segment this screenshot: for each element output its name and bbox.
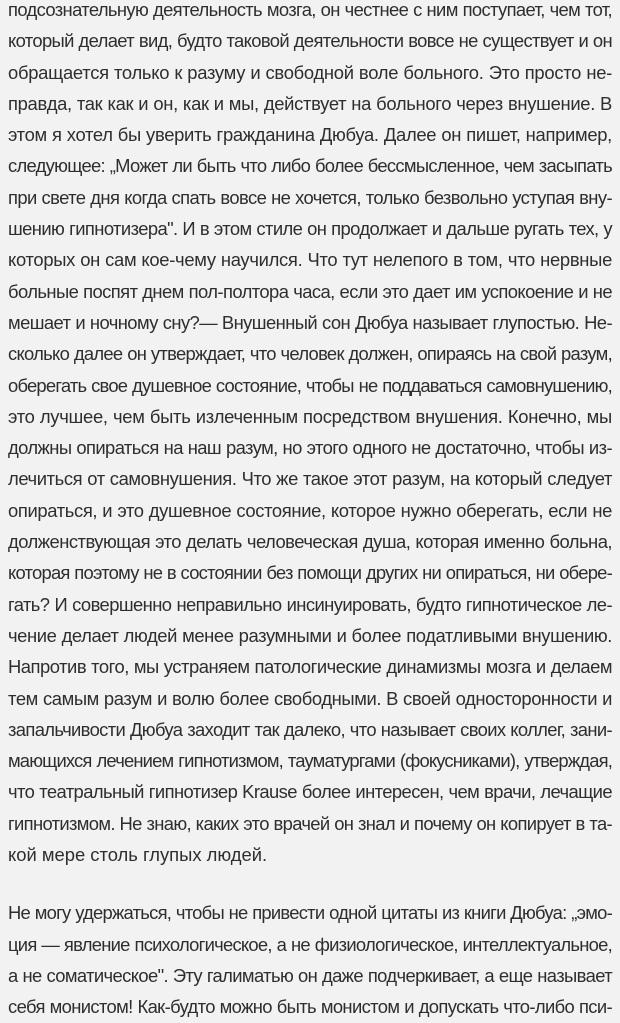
text-line: чение делает людей менее разумными и более податливыми внушению. [8, 624, 612, 646]
text-line: долженствующая это делать человеческая душа, которая именно больна, [8, 531, 612, 553]
text-line: мешает и ночному сну?— Внушенный сон Дюбуа называет глупостью. Не- [8, 311, 612, 333]
text-line: правда, так как и он, как и мы, действует на больного через внушение. В [8, 92, 612, 114]
text-line: оберегать свое душевное состояние, чтобы не поддаваться самовнушению, [8, 374, 612, 396]
text-line: гипнотизмом. Не знаю, каких это врачей он знал и почему он копирует в та- [8, 812, 612, 834]
text-line: следующее: „Может ли быть что либо более бессмысленное, чем засыпать [8, 155, 612, 177]
text-line: тем самым разум и волю более свободными. В своей односторонности и [8, 687, 612, 709]
text-line: запальчивости Дюбуа заходит так далеко, что называет своих коллег, зани- [8, 718, 612, 740]
text-line: Напротив того, мы устраняем патологические динамизмы мозга и делаем [8, 656, 612, 678]
text-line: шению гипнотизера". И в этом стиле он продолжает и дальше ругать тех, у [8, 218, 612, 240]
text-line: подсознательную деятельность мозга, он честнее с ним поступает, чем тот, [8, 0, 612, 20]
text-line: гать? И совершенно неправильно инсинуировать, будто гипнотическое ле- [8, 593, 612, 615]
paragraph-2 [0, 897, 620, 1022]
text-line: обращается только к разуму и свободной воле больного. Это просто не- [8, 61, 612, 83]
text-line: который делает вид, будто таковой деятельности вовсе не существует и он [8, 30, 612, 52]
text-line: которая поэтому не в состоянии без помощи других ни опираться, ни обере- [8, 562, 612, 584]
text-line: а не соматическое". Эту галиматью он даже подчеркивает, а еще называет [8, 964, 612, 986]
text-line: больные поспят днем пол-полтора часа, если это дает им успокоение и не [8, 280, 612, 302]
text-line: Не могу удержаться, чтобы не привести одной цитаты из книги Дюбуа: „эмо- [8, 902, 612, 924]
text-line: опираться, и это душевное состояние, которое нужно оберегать, если не [8, 499, 612, 521]
text-line: кой мере столь глупых людей. [8, 844, 268, 866]
text-line: которых он сам кое-чему научился. Что тут нелепого в том, что нервные [8, 249, 612, 271]
text-line: это лучшее, чем быть излеченным посредством внушения. Конечно, мы [8, 405, 612, 427]
paragraph-gap [0, 870, 620, 897]
text-line: лечиться от самовнушения. Что же такое этот разум, на который следует [8, 468, 612, 490]
text-line: должны опираться на наш разум, но этого одного не достаточно, чтобы из- [8, 437, 612, 459]
text-line: себя монистом! Как-будто можно быть монистом и допускать что-либо пси- [8, 996, 612, 1018]
text-line: этом я хотел бы уверить гражданина Дюбуа. Далее он пишет, например, [8, 124, 612, 146]
text-line: при свете дня когда спать вовсе не хочется, только безвольно уступая вну- [8, 186, 612, 208]
text-line: ция — явление психологическое, а не физиологическое, интеллектуальное, [8, 933, 612, 955]
text-line: что театральный гипнотизер Krause более интересен, чем врачи, лечащие [8, 781, 612, 803]
text-line: сколько далее он утверждает, что человек должен, опираясь на свой разум, [8, 343, 612, 365]
text-line: мающихся лечением гипнотизмом, тауматургами (фокусниками), утверждая, [8, 750, 612, 772]
